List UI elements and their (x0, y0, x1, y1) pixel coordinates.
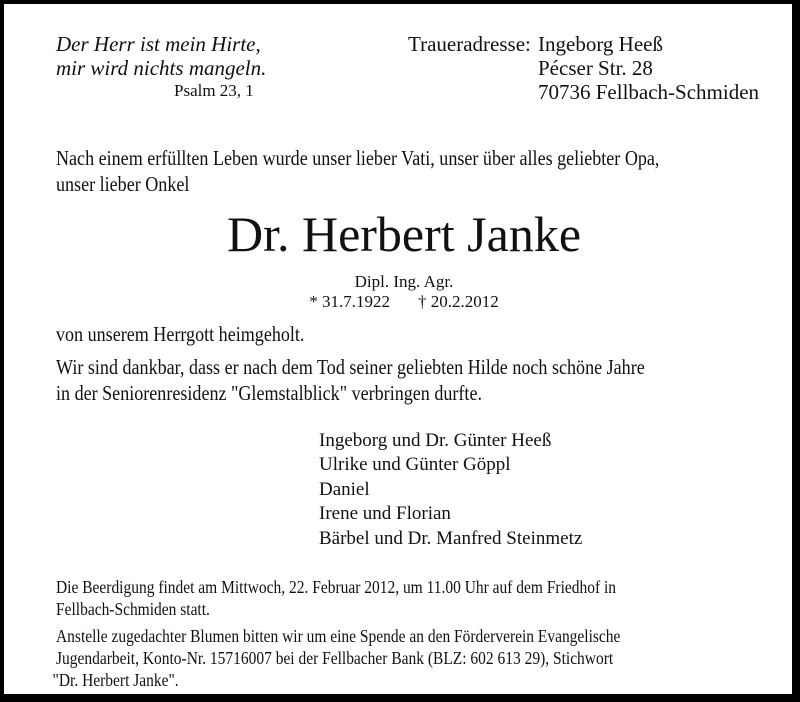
intro-line: Nach einem erfüllten Leben wurde unser lieber Vati, unser über alles geliebter Opa, (56, 146, 660, 170)
family-member: Ulrike und Günter Göppl (319, 454, 511, 476)
address-label: Traueradresse: (408, 32, 531, 56)
address-line: 70736 Fellbach-Schmiden (538, 80, 760, 104)
quote-source: Psalm 23, 1 (174, 81, 254, 100)
donation-line: "Dr. Herbert Janke". (52, 670, 179, 690)
quote-line: Der Herr ist mein Hirte, (56, 32, 261, 56)
family-member: Irene und Florian (319, 503, 451, 525)
intro-line: unser lieber Onkel (56, 172, 190, 196)
donation-line: Anstelle zugedachter Blumen bitten wir um eine Spende an den Förderverein Evangelische (56, 626, 621, 646)
quote-line: mir wird nichts mangeln. (56, 56, 267, 80)
deceased-name: Dr. Herbert Janke (226, 206, 582, 262)
birth-date: * 31.7.1922 (309, 292, 390, 311)
paragraph-line: Wir sind dankbar, dass er nach dem Tod seiner geliebten Hilde noch schöne Jahre (56, 355, 645, 379)
body-line: von unserem Herrgott heimgeholt. (56, 322, 305, 346)
funeral-line: Die Beerdigung findet am Mittwoch, 22. Februar 2012, um 11.00 Uhr auf dem Friedhof in (56, 577, 617, 597)
address-line: Ingeborg Heeß (538, 32, 663, 56)
donation-line: Jugendarbeit, Konto-Nr. 15716007 bei der Fellbacher Bank (BLZ: 602 613 29), Stichwort (56, 648, 614, 668)
body-paragraph (56, 354, 645, 406)
family-member: Daniel (319, 478, 370, 500)
mourning-address (538, 32, 759, 104)
funeral-line: Fellbach-Schmiden statt. (56, 599, 210, 619)
funeral-notice (56, 576, 616, 620)
family-member: Ingeborg und Dr. Günter Heeß (319, 430, 552, 451)
death-date: † 20.2.2012 (418, 292, 499, 311)
paragraph-line: in der Seniorenresidenz "Glemstalblick" verbringen durfte. (56, 381, 482, 405)
donation-notice (52, 625, 621, 691)
address-line: Pécser Str. 28 (538, 56, 653, 80)
family-list (319, 429, 582, 551)
intro-text (56, 145, 659, 197)
life-dates (4, 292, 800, 312)
family-member: Bärbel und Dr. Manfred Steinmetz (319, 527, 583, 549)
psalm-quote (56, 32, 266, 80)
deceased-title: Dipl. Ing. Agr. (354, 272, 454, 291)
